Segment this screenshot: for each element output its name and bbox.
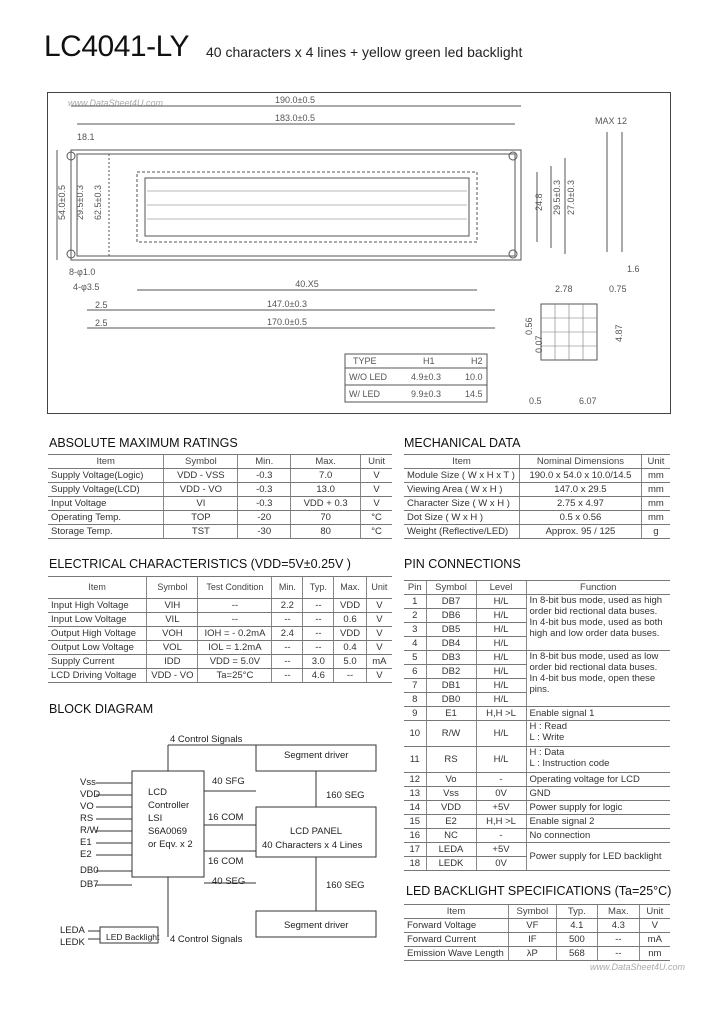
model-title: LC4041-LY <box>44 30 190 63</box>
dim-height-label: 54.0±0.5 <box>57 185 67 220</box>
abs-row: Storage Temp. TST -30 80 °C <box>48 525 392 539</box>
mech-row: Module Size ( W x H x T ) 190.0 x 54.0 x 10.0/14.5 mm <box>404 469 670 483</box>
dim-height-inner-label: 29.5±0.3 <box>75 185 85 220</box>
elec-row: Output Low Voltage VOL IOL = 1.2mA -- -- 0.4 V <box>48 641 392 655</box>
block-signal-rw: R/W <box>80 825 99 836</box>
block-lcd-controller: LCD Controller LSI S6A0069 or Eqv. x 2 <box>148 787 193 850</box>
abs-row: Operating Temp. TOP -20 70 °C <box>48 511 392 525</box>
block-signal-vdd: VDD <box>80 789 101 800</box>
led-row: Forward Current IF 500 -- mA <box>404 933 670 947</box>
led-title: LED BACKLIGHT SPECIFICATIONS (Ta=25°C) <box>406 884 672 898</box>
abs-max-title: ABSOLUTE MAXIMUM RATINGS <box>49 436 238 450</box>
mount-hole-tr <box>509 152 517 160</box>
thick-head-type: TYPE <box>353 356 377 366</box>
abs-max-table <box>48 454 392 539</box>
abs-row: Supply Voltage(Logic) VDD - VSS -0.3 7.0 V <box>48 469 392 483</box>
dim-dot-h: 0.75 <box>609 284 627 294</box>
thick-r1-h2: 10.0 <box>465 372 483 382</box>
drawing-watermark: www.DataSheet4U.com <box>68 98 164 108</box>
block-sfg-40: 40 SFG <box>212 776 245 787</box>
elec-row: Output High Voltage VOH IOH = - 0.2mA 2.4 -- VDD V <box>48 627 392 641</box>
dim-side-c-label: 27.0±0.3 <box>566 180 576 215</box>
pin-fn-vss: GND <box>526 787 670 801</box>
block-com-16-b: 16 COM <box>208 856 244 867</box>
led-head-item: Item <box>404 905 509 919</box>
pin-row: 18 LEDK 0V <box>404 857 670 871</box>
thick-head-h1: H1 <box>423 356 435 366</box>
elec-head-unit: Unit <box>366 577 392 599</box>
elec-head-max: Max. <box>334 577 366 599</box>
elec-head-cond: Test Condition <box>198 577 272 599</box>
pin-title: PIN CONNECTIONS <box>404 557 521 571</box>
led-row: Emission Wave Length λP 568 -- nm <box>404 947 670 961</box>
block-com-16-a: 16 COM <box>208 812 244 823</box>
dim-max-thickness: MAX 12 <box>595 116 628 126</box>
dim-view-width-label: 147.0±0.3 <box>267 299 307 309</box>
dim-pin-pitch: 1.6 <box>627 264 640 274</box>
block-lcd-panel: LCD PANEL <box>290 826 343 837</box>
dim-bottom-b: 6.07 <box>579 396 597 406</box>
dim-left-side2: 0.07 <box>534 335 544 353</box>
elec-head-symbol: Symbol <box>147 577 198 599</box>
block-seg-160-bot: 160 SEG <box>326 880 365 891</box>
dim-dot-w: 2.78 <box>555 284 573 294</box>
pin-fn-data-low: In 8-bit bus mode, used as low order bid rectional data buses. In 4-bit bus mode, open these pins. <box>526 651 670 707</box>
pin-row: 5 DB3 H/L In 8-bit bus mode, used as low order bid rectional data buses. In 4-bit bus mode, open these pins. <box>404 651 670 665</box>
pin-fn-data-high: In 8-bit bus mode, used as high order bid rectional data buses. In 4-bit bus mode, used as both high and low order data buses. <box>526 595 670 651</box>
block-seg-160-top: 160 SEG <box>326 790 365 801</box>
abs-head-symbol: Symbol <box>164 455 238 469</box>
mech-row: Character Size ( W x H ) 2.75 x 4.97 mm <box>404 497 670 511</box>
mech-row: Viewing Area ( W x H ) 147.0 x 29.5 mm <box>404 483 670 497</box>
mech-head-item: Item <box>404 455 520 469</box>
pin-fn-e2: Enable signal 2 <box>526 815 670 829</box>
pin-head-function: Function <box>526 581 670 595</box>
pin-row: 13 Vss 0V GND <box>404 787 670 801</box>
pin-row: 14 VDD +5V Power supply for logic <box>404 801 670 815</box>
pin-table <box>404 580 670 871</box>
dim-mount-width-label: 183.0±0.5 <box>275 113 315 123</box>
dim-dot-pitch: 4.87 <box>614 324 624 342</box>
led-head-typ: Typ. <box>556 905 597 919</box>
pin-fn-rw: H : Read L : Write <box>526 721 670 747</box>
abs-head-item: Item <box>48 455 164 469</box>
thick-r1-h1: 4.9±0.3 <box>411 372 441 382</box>
dim-side-b-label: 29.5±0.3 <box>552 180 562 215</box>
block-leda: LEDA <box>60 925 85 936</box>
block-signal-db7: DB7 <box>80 879 99 890</box>
pin-row: 4 DB4 H/L <box>404 637 670 651</box>
dim-side-a-label: 24.8 <box>534 193 544 211</box>
led-table <box>404 904 670 961</box>
pin-row: 1 DB7 H/L In 8-bit bus mode, used as high order bid rectional data buses. In 4-bit bus mode, used as both high and low order data buses. <box>404 595 670 609</box>
elec-table <box>48 576 392 683</box>
elec-row: LCD Driving Voltage VDD - VO Ta=25°C -- 4.6 -- V <box>48 669 392 683</box>
abs-head-max: Max. <box>291 455 361 469</box>
block-control-top: 4 Control Signals <box>170 734 243 745</box>
block-signal-rs: RS <box>80 813 94 824</box>
block-lcd-panel-sub: 40 Characters x 4 Lines <box>262 840 363 851</box>
pin-fn-vo: Operating voltage for LCD <box>526 773 670 787</box>
mech-table <box>404 454 670 539</box>
pin-row: 10 R/W H/L H : Read L : Write <box>404 721 670 747</box>
pin-fn-led: Power supply for LED backlight <box>526 843 670 871</box>
block-control-bot: 4 Control Signals <box>170 934 243 945</box>
block-signal-vss: Vss <box>80 777 96 788</box>
pin-row: 17 LEDA +5V Power supply for LED backlight <box>404 843 670 857</box>
pin-row: 8 DB0 H/L <box>404 693 670 707</box>
block-led-backlight: LED Backlight <box>106 932 160 942</box>
dim-top-left: 18.1 <box>77 132 95 142</box>
elec-row: Supply Current IDD VDD = 5.0V -- 3.0 5.0 mA <box>48 655 392 669</box>
led-head-max: Max. <box>598 905 639 919</box>
thick-r2-h2: 14.5 <box>465 389 483 399</box>
elec-head-item: Item <box>48 577 147 599</box>
dim-left-side: 0.56 <box>524 317 534 335</box>
mech-row: Dot Size ( W x H ) 0.5 x 0.56 mm <box>404 511 670 525</box>
dim-outer-width-label: 190.0±0.5 <box>275 95 315 105</box>
footer-watermark: www.DataSheet4U.com <box>590 962 686 972</box>
led-row: Forward Voltage VF 4.1 4.3 V <box>404 919 670 933</box>
mech-row: Weight (Reflective/LED) Approx. 95 / 125 g <box>404 525 670 539</box>
char-area <box>145 178 469 236</box>
pin-head-pin: Pin <box>404 581 426 595</box>
pin-row: 9 E1 H,H >L Enable signal 1 <box>404 707 670 721</box>
pin-fn-vdd: Power supply for logic <box>526 801 670 815</box>
abs-head-min: Min. <box>238 455 291 469</box>
block-signal-vo: VO <box>80 801 94 812</box>
pin-row: 16 NC - No connection <box>404 829 670 843</box>
block-signal-e1: E1 <box>80 837 92 848</box>
mech-head-dim: Nominal Dimensions <box>520 455 642 469</box>
mechanical-drawing <box>47 92 671 414</box>
dim-height-char-label: 62.5±0.3 <box>93 185 103 220</box>
pin-fn-nc: No connection <box>526 829 670 843</box>
dim-left-edge-a: 2.5 <box>95 300 108 310</box>
pin-head-level: Level <box>476 581 526 595</box>
block-seg-driver-bot: Segment driver <box>284 920 349 931</box>
block-seg-driver-top: Segment driver <box>284 750 349 761</box>
pin-fn-rs: H : Data L : Instruction code <box>526 747 670 773</box>
pin-row: 3 DB5 H/L <box>404 623 670 637</box>
led-head-symbol: Symbol <box>509 905 557 919</box>
pin-row: 12 Vo - Operating voltage for LCD <box>404 773 670 787</box>
elec-title: ELECTRICAL CHARACTERISTICS (VDD=5V±0.25V ) <box>49 557 351 571</box>
mount-hole-br <box>509 250 517 258</box>
pin-row: 6 DB2 H/L <box>404 665 670 679</box>
elec-row: Input High Voltage VIH -- 2.2 -- VDD V <box>48 599 392 613</box>
pin-head-symbol: Symbol <box>426 581 476 595</box>
abs-row: Input Voltage VI -0.3 VDD + 0.3 V <box>48 497 392 511</box>
pin-row: 15 E2 H,H >L Enable signal 2 <box>404 815 670 829</box>
pin-row: 7 DB1 H/L <box>404 679 670 693</box>
dim-hole-label: 8-φ1.0 <box>69 267 96 277</box>
thick-head-h2: H2 <box>471 356 483 366</box>
elec-row: Input Low Voltage VIL -- -- -- 0.6 V <box>48 613 392 627</box>
dim-bottom-a: 0.5 <box>529 396 542 406</box>
thick-r2-h1: 9.9±0.3 <box>411 389 441 399</box>
model-subtitle: 40 characters x 4 lines + yellow green led backlight <box>206 44 523 60</box>
block-signal-e2: E2 <box>80 849 92 860</box>
pin-row: 2 DB6 H/L <box>404 609 670 623</box>
thick-r2-type: W/ LED <box>349 389 381 399</box>
elec-head-typ: Typ. <box>303 577 334 599</box>
block-signal-db0: DB0 <box>80 865 99 876</box>
pin-row: 11 RS H/L H : Data L : Instruction code <box>404 747 670 773</box>
dim-char-width-label: 40.X5 <box>295 279 319 289</box>
mech-head-unit: Unit <box>641 455 670 469</box>
abs-row: Supply Voltage(LCD) VDD - VO -0.3 13.0 V <box>48 483 392 497</box>
dim-mount-hole-label: 4-φ3.5 <box>73 282 100 292</box>
block-ledk: LEDK <box>60 937 85 948</box>
block-title: BLOCK DIAGRAM <box>49 702 154 716</box>
view-area <box>137 172 477 242</box>
dim-pcb-width-label: 170.0±0.5 <box>267 317 307 327</box>
abs-head-unit: Unit <box>361 455 392 469</box>
elec-head-min: Min. <box>272 577 303 599</box>
mech-title: MECHANICAL DATA <box>404 436 521 450</box>
led-head-unit: Unit <box>639 905 670 919</box>
dim-left-edge-b: 2.5 <box>95 318 108 328</box>
block-seg-40: 40 SEG <box>212 876 246 887</box>
pin-fn-e1: Enable signal 1 <box>526 707 670 721</box>
thick-r1-type: W/O LED <box>349 372 388 382</box>
